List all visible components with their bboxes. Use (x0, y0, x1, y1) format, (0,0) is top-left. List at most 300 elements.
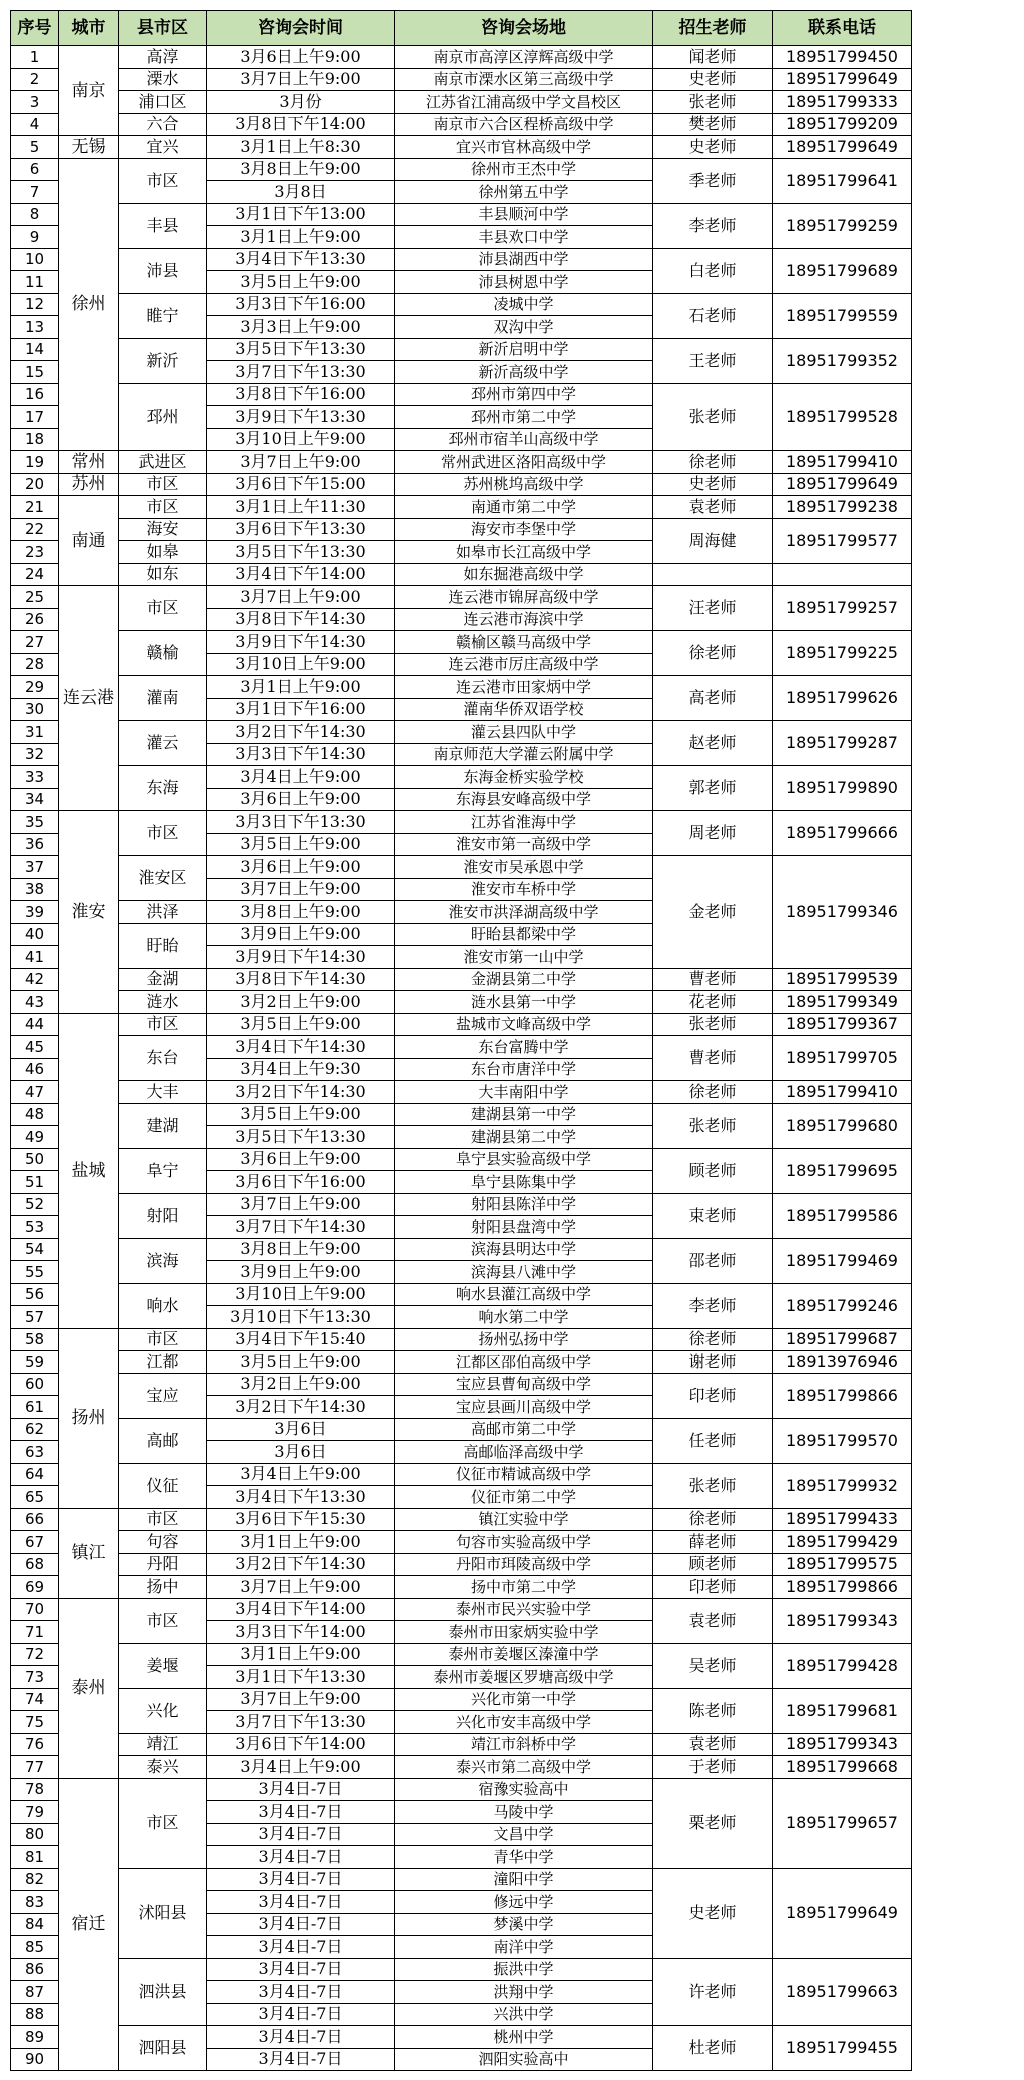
row-time: 3月4日下午13:30 (207, 248, 395, 271)
row-time: 3月5日下午13:30 (207, 541, 395, 564)
row-venue: 滨海县八滩中学 (395, 1261, 653, 1284)
row-seq: 62 (11, 1418, 59, 1441)
row-phone: 18951799287 (773, 721, 912, 766)
table-row (11, 1373, 912, 1396)
row-district: 睢宁 (119, 293, 207, 338)
row-time: 3月8日 (207, 181, 395, 204)
row-seq: 78 (11, 1778, 59, 1801)
table-row (11, 1081, 912, 1104)
row-district: 射阳 (119, 1193, 207, 1238)
row-venue: 南京市溧水区第三高级中学 (395, 68, 653, 91)
row-teacher: 王老师 (653, 338, 773, 383)
row-venue: 金湖县第二中学 (395, 968, 653, 991)
row-city: 徐州 (59, 158, 119, 451)
row-venue: 连云港市海滨中学 (395, 608, 653, 631)
row-venue: 青华中学 (395, 1846, 653, 1869)
table-row (11, 1756, 912, 1779)
table-row (11, 203, 912, 226)
row-time: 3月4日-7日 (207, 1778, 395, 1801)
row-teacher: 汪老师 (653, 586, 773, 631)
row-district: 新沂 (119, 338, 207, 383)
row-seq: 5 (11, 136, 59, 159)
row-time: 3月7日下午14:30 (207, 1216, 395, 1239)
row-district: 沛县 (119, 248, 207, 293)
row-phone: 18951799570 (773, 1418, 912, 1463)
row-time: 3月5日下午13:30 (207, 1126, 395, 1149)
row-teacher: 闻老师 (653, 46, 773, 69)
row-district: 淮安区 (119, 856, 207, 901)
table-row (11, 1531, 912, 1554)
row-district: 东台 (119, 1036, 207, 1081)
row-district: 市区 (119, 158, 207, 203)
row-teacher: 徐老师 (653, 631, 773, 676)
header-phone: 联系电话 (773, 11, 912, 46)
row-phone: 18951799209 (773, 113, 912, 136)
row-teacher: 石老师 (653, 293, 773, 338)
row-venue: 东台市唐洋中学 (395, 1058, 653, 1081)
row-time: 3月6日上午9:00 (207, 1148, 395, 1171)
row-seq: 18 (11, 428, 59, 451)
row-time: 3月4日上午9:00 (207, 1756, 395, 1779)
row-seq: 50 (11, 1148, 59, 1171)
row-venue: 丹阳市珥陵高级中学 (395, 1553, 653, 1576)
row-time: 3月3日下午16:00 (207, 293, 395, 316)
row-district: 沭阳县 (119, 1868, 207, 1958)
row-venue: 丰县顺河中学 (395, 203, 653, 226)
table-body (11, 46, 912, 2071)
row-district: 泗阳县 (119, 2026, 207, 2071)
table-row (11, 968, 912, 991)
row-time: 3月7日上午9:00 (207, 1688, 395, 1711)
row-seq: 12 (11, 293, 59, 316)
row-phone: 18951799866 (773, 1576, 912, 1599)
row-time: 3月8日下午14:00 (207, 113, 395, 136)
row-district: 市区 (119, 1013, 207, 1036)
row-venue: 兴化市安丰高级中学 (395, 1711, 653, 1734)
row-venue: 沛县湖西中学 (395, 248, 653, 271)
table-row (11, 856, 912, 879)
row-seq: 65 (11, 1486, 59, 1509)
row-seq: 81 (11, 1846, 59, 1869)
row-seq: 27 (11, 631, 59, 654)
row-phone: 18951799649 (773, 68, 912, 91)
row-phone: 18951799225 (773, 631, 912, 676)
row-seq: 7 (11, 181, 59, 204)
row-time: 3月5日上午9:00 (207, 1351, 395, 1374)
row-time: 3月2日下午14:30 (207, 721, 395, 744)
row-seq: 30 (11, 698, 59, 721)
row-seq: 84 (11, 1913, 59, 1936)
row-phone: 18951799559 (773, 293, 912, 338)
row-phone: 18951799259 (773, 203, 912, 248)
row-teacher: 薛老师 (653, 1531, 773, 1554)
row-seq: 71 (11, 1621, 59, 1644)
row-district: 句容 (119, 1531, 207, 1554)
row-teacher: 樊老师 (653, 113, 773, 136)
row-teacher: 许老师 (653, 1958, 773, 2026)
row-phone: 18951799577 (773, 518, 912, 563)
row-venue: 靖江市斜桥中学 (395, 1733, 653, 1756)
row-venue: 射阳县陈洋中学 (395, 1193, 653, 1216)
row-teacher: 张老师 (653, 91, 773, 114)
row-time: 3月8日上午9:00 (207, 158, 395, 181)
row-district: 六合 (119, 113, 207, 136)
row-time: 3月10日上午9:00 (207, 653, 395, 676)
row-seq: 61 (11, 1396, 59, 1419)
row-teacher: 于老师 (653, 1756, 773, 1779)
row-venue: 泗阳实验高中 (395, 2048, 653, 2071)
row-time: 3月8日下午14:30 (207, 968, 395, 991)
row-venue: 仪征市精诚高级中学 (395, 1463, 653, 1486)
row-seq: 22 (11, 518, 59, 541)
row-time: 3月5日上午9:00 (207, 1013, 395, 1036)
row-phone: 18913976946 (773, 1351, 912, 1374)
row-phone: 18951799695 (773, 1148, 912, 1193)
row-time: 3月4日-7日 (207, 1801, 395, 1824)
table-row (11, 248, 912, 271)
row-phone: 18951799681 (773, 1688, 912, 1733)
row-venue: 大丰南阳中学 (395, 1081, 653, 1104)
row-time: 3月8日下午14:30 (207, 608, 395, 631)
header-seq: 序号 (11, 11, 59, 46)
row-venue: 赣榆区赣马高级中学 (395, 631, 653, 654)
table-row (11, 1778, 912, 1801)
row-venue: 南通市第二中学 (395, 496, 653, 519)
row-teacher: 袁老师 (653, 1733, 773, 1756)
row-seq: 31 (11, 721, 59, 744)
row-venue: 盐城市文峰高级中学 (395, 1013, 653, 1036)
row-venue: 射阳县盘湾中学 (395, 1216, 653, 1239)
row-venue: 新沂高级中学 (395, 361, 653, 384)
row-time: 3月4日上午9:00 (207, 766, 395, 789)
row-district: 武进区 (119, 451, 207, 474)
row-venue: 淮安市吴承恩中学 (395, 856, 653, 879)
row-seq: 9 (11, 226, 59, 249)
row-time: 3月4日下午15:40 (207, 1328, 395, 1351)
row-time: 3月6日下午16:00 (207, 1171, 395, 1194)
row-venue: 灌南华侨双语学校 (395, 698, 653, 721)
row-teacher: 张老师 (653, 383, 773, 451)
row-venue: 高邮市第二中学 (395, 1418, 653, 1441)
row-district: 高淳 (119, 46, 207, 69)
row-district: 姜堰 (119, 1643, 207, 1688)
row-seq: 10 (11, 248, 59, 271)
row-district: 溧水 (119, 68, 207, 91)
row-venue: 新沂启明中学 (395, 338, 653, 361)
row-district: 响水 (119, 1283, 207, 1328)
row-venue: 连云港市田家炳中学 (395, 676, 653, 699)
row-venue: 泰州市田家炳实验中学 (395, 1621, 653, 1644)
row-seq: 24 (11, 563, 59, 586)
row-seq: 8 (11, 203, 59, 226)
row-venue: 东海金桥实验学校 (395, 766, 653, 789)
consultation-schedule-table (10, 10, 912, 2071)
row-time: 3月4日-7日 (207, 1913, 395, 1936)
row-venue: 宝应县曹甸高级中学 (395, 1373, 653, 1396)
row-seq: 35 (11, 811, 59, 834)
row-venue: 如皋市长江高级中学 (395, 541, 653, 564)
row-time: 3月10日上午9:00 (207, 1283, 395, 1306)
row-phone: 18951799689 (773, 248, 912, 293)
row-phone: 18951799890 (773, 766, 912, 811)
row-seq: 46 (11, 1058, 59, 1081)
row-time: 3月6日下午15:30 (207, 1508, 395, 1531)
row-phone: 18951799668 (773, 1756, 912, 1779)
row-district: 市区 (119, 496, 207, 519)
row-venue: 宝应县画川高级中学 (395, 1396, 653, 1419)
row-time: 3月4日-7日 (207, 2048, 395, 2071)
row-seq: 40 (11, 923, 59, 946)
table-row (11, 1193, 912, 1216)
row-venue: 东台富腾中学 (395, 1036, 653, 1059)
row-seq: 68 (11, 1553, 59, 1576)
row-district: 大丰 (119, 1081, 207, 1104)
table-row (11, 518, 912, 541)
row-venue: 阜宁县陈集中学 (395, 1171, 653, 1194)
row-seq: 1 (11, 46, 59, 69)
header-venue: 咨询会场地 (395, 11, 653, 46)
row-venue: 梦溪中学 (395, 1913, 653, 1936)
row-seq: 73 (11, 1666, 59, 1689)
row-venue: 盱眙县都梁中学 (395, 923, 653, 946)
row-phone: 18951799346 (773, 856, 912, 969)
row-teacher: 顾老师 (653, 1553, 773, 1576)
table-row (11, 1148, 912, 1171)
row-seq: 53 (11, 1216, 59, 1239)
row-phone: 18951799663 (773, 1958, 912, 2026)
table-row (11, 1688, 912, 1711)
table-row (11, 136, 912, 159)
row-seq: 4 (11, 113, 59, 136)
row-seq: 15 (11, 361, 59, 384)
row-teacher: 束老师 (653, 1193, 773, 1238)
row-district: 洪泽 (119, 901, 207, 924)
row-phone: 18951799343 (773, 1733, 912, 1756)
row-teacher: 徐老师 (653, 1508, 773, 1531)
table-row (11, 473, 912, 496)
table-row (11, 1351, 912, 1374)
row-venue: 响水县灌江高级中学 (395, 1283, 653, 1306)
row-venue: 江苏省江浦高级中学文昌校区 (395, 91, 653, 114)
row-seq: 47 (11, 1081, 59, 1104)
row-phone: 18951799932 (773, 1463, 912, 1508)
table-row (11, 1328, 912, 1351)
table-row (11, 811, 912, 834)
table-row (11, 158, 912, 181)
row-seq: 11 (11, 271, 59, 294)
row-phone: 18951799429 (773, 1531, 912, 1554)
row-venue: 淮安市第一高级中学 (395, 833, 653, 856)
row-seq: 29 (11, 676, 59, 699)
table-row (11, 1508, 912, 1531)
row-teacher: 李老师 (653, 203, 773, 248)
row-time: 3月8日上午9:00 (207, 901, 395, 924)
row-teacher: 袁老师 (653, 1598, 773, 1643)
row-teacher: 李老师 (653, 1283, 773, 1328)
row-district: 丰县 (119, 203, 207, 248)
header-teacher: 招生老师 (653, 11, 773, 46)
row-venue: 修远中学 (395, 1891, 653, 1914)
row-city: 镇江 (59, 1508, 119, 1598)
table-row (11, 1238, 912, 1261)
row-teacher: 金老师 (653, 856, 773, 969)
row-seq: 67 (11, 1531, 59, 1554)
row-time: 3月7日上午9:00 (207, 451, 395, 474)
row-time: 3月1日上午9:00 (207, 676, 395, 699)
row-venue: 凌城中学 (395, 293, 653, 316)
table-row (11, 1733, 912, 1756)
row-phone: 18951799352 (773, 338, 912, 383)
row-seq: 2 (11, 68, 59, 91)
row-venue: 邳州市宿羊山高级中学 (395, 428, 653, 451)
row-seq: 26 (11, 608, 59, 631)
row-venue: 江苏省淮海中学 (395, 811, 653, 834)
row-time: 3月7日上午9:00 (207, 1576, 395, 1599)
row-teacher: 季老师 (653, 158, 773, 203)
row-venue: 南京市高淳区淳辉高级中学 (395, 46, 653, 69)
row-venue: 镇江实验中学 (395, 1508, 653, 1531)
row-teacher: 袁老师 (653, 496, 773, 519)
row-district: 灌南 (119, 676, 207, 721)
row-seq: 41 (11, 946, 59, 969)
row-seq: 25 (11, 586, 59, 609)
row-venue: 振洪中学 (395, 1958, 653, 1981)
table-row (11, 293, 912, 316)
row-time: 3月7日下午13:30 (207, 361, 395, 384)
row-seq: 42 (11, 968, 59, 991)
row-time: 3月1日下午13:00 (207, 203, 395, 226)
row-city: 无锡 (59, 136, 119, 159)
row-time: 3月6日下午13:30 (207, 518, 395, 541)
row-time: 3月5日上午9:00 (207, 271, 395, 294)
row-district: 涟水 (119, 991, 207, 1014)
table-row (11, 1958, 912, 1981)
row-phone: 18951799433 (773, 1508, 912, 1531)
row-venue: 如东掘港高级中学 (395, 563, 653, 586)
row-district: 东海 (119, 766, 207, 811)
row-time: 3月4日-7日 (207, 1936, 395, 1959)
row-time: 3月9日下午14:30 (207, 946, 395, 969)
row-seq: 72 (11, 1643, 59, 1666)
header-row (11, 11, 912, 46)
row-time: 3月6日上午9:00 (207, 856, 395, 879)
row-venue: 淮安市车桥中学 (395, 878, 653, 901)
row-seq: 87 (11, 1981, 59, 2004)
row-seq: 60 (11, 1373, 59, 1396)
row-phone: 18951799333 (773, 91, 912, 114)
row-time: 3月9日上午9:00 (207, 1261, 395, 1284)
row-venue: 扬州弘扬中学 (395, 1328, 653, 1351)
row-time: 3月2日上午9:00 (207, 1373, 395, 1396)
row-district: 滨海 (119, 1238, 207, 1283)
row-seq: 16 (11, 383, 59, 406)
row-district: 浦口区 (119, 91, 207, 114)
row-time: 3月4日下午14:00 (207, 1598, 395, 1621)
row-seq: 32 (11, 743, 59, 766)
row-seq: 56 (11, 1283, 59, 1306)
row-phone: 18951799257 (773, 586, 912, 631)
row-seq: 59 (11, 1351, 59, 1374)
row-venue: 江都区邵伯高级中学 (395, 1351, 653, 1374)
table-row (11, 91, 912, 114)
row-teacher: 印老师 (653, 1373, 773, 1418)
row-phone: 18951799349 (773, 991, 912, 1014)
row-time: 3月4日-7日 (207, 2003, 395, 2026)
row-time: 3月9日下午14:30 (207, 631, 395, 654)
row-time: 3月6日下午14:00 (207, 1733, 395, 1756)
row-time: 3月5日上午9:00 (207, 833, 395, 856)
row-venue: 南洋中学 (395, 1936, 653, 1959)
header-time: 咨询会时间 (207, 11, 395, 46)
table-row (11, 2026, 912, 2049)
row-time: 3月1日上午9:00 (207, 226, 395, 249)
row-time: 3月7日上午9:00 (207, 68, 395, 91)
row-time: 3月1日上午9:00 (207, 1531, 395, 1554)
row-venue: 邳州市第四中学 (395, 383, 653, 406)
row-teacher: 史老师 (653, 1868, 773, 1958)
row-time: 3月1日上午11:30 (207, 496, 395, 519)
row-teacher: 顾老师 (653, 1148, 773, 1193)
row-time: 3月5日上午9:00 (207, 1103, 395, 1126)
row-phone: 18951799657 (773, 1778, 912, 1868)
row-seq: 80 (11, 1823, 59, 1846)
row-seq: 82 (11, 1868, 59, 1891)
row-time: 3月1日上午9:00 (207, 1643, 395, 1666)
row-teacher: 杜老师 (653, 2026, 773, 2071)
row-seq: 66 (11, 1508, 59, 1531)
table-row (11, 1576, 912, 1599)
row-district: 丹阳 (119, 1553, 207, 1576)
row-venue: 宜兴市官林高级中学 (395, 136, 653, 159)
row-seq: 85 (11, 1936, 59, 1959)
table-row (11, 1463, 912, 1486)
row-teacher: 曹老师 (653, 1036, 773, 1081)
row-venue: 兴洪中学 (395, 2003, 653, 2026)
row-time: 3月7日上午9:00 (207, 1193, 395, 1216)
row-seq: 63 (11, 1441, 59, 1464)
row-seq: 54 (11, 1238, 59, 1261)
row-city: 南通 (59, 496, 119, 586)
row-venue: 苏州桃坞高级中学 (395, 473, 653, 496)
row-time: 3月7日下午13:30 (207, 1711, 395, 1734)
row-seq: 19 (11, 451, 59, 474)
row-district: 灌云 (119, 721, 207, 766)
row-teacher: 白老师 (653, 248, 773, 293)
header-city: 城市 (59, 11, 119, 46)
row-venue: 徐州第五中学 (395, 181, 653, 204)
table-row (11, 1598, 912, 1621)
table-row (11, 1418, 912, 1441)
row-district: 市区 (119, 1328, 207, 1351)
row-teacher: 张老师 (653, 1013, 773, 1036)
row-teacher: 徐老师 (653, 1081, 773, 1104)
row-seq: 39 (11, 901, 59, 924)
row-time: 3月3日下午13:30 (207, 811, 395, 834)
row-time: 3月4日-7日 (207, 1981, 395, 2004)
row-time: 3月6日上午9:00 (207, 46, 395, 69)
row-venue: 淮安市第一山中学 (395, 946, 653, 969)
row-venue: 泰州市姜堰区溱潼中学 (395, 1643, 653, 1666)
row-phone: 18951799410 (773, 1081, 912, 1104)
row-time: 3月1日上午8:30 (207, 136, 395, 159)
row-teacher: 周老师 (653, 811, 773, 856)
row-seq: 17 (11, 406, 59, 429)
row-venue: 扬中市第二中学 (395, 1576, 653, 1599)
row-district: 建湖 (119, 1103, 207, 1148)
row-seq: 48 (11, 1103, 59, 1126)
row-seq: 74 (11, 1688, 59, 1711)
table-row (11, 1868, 912, 1891)
